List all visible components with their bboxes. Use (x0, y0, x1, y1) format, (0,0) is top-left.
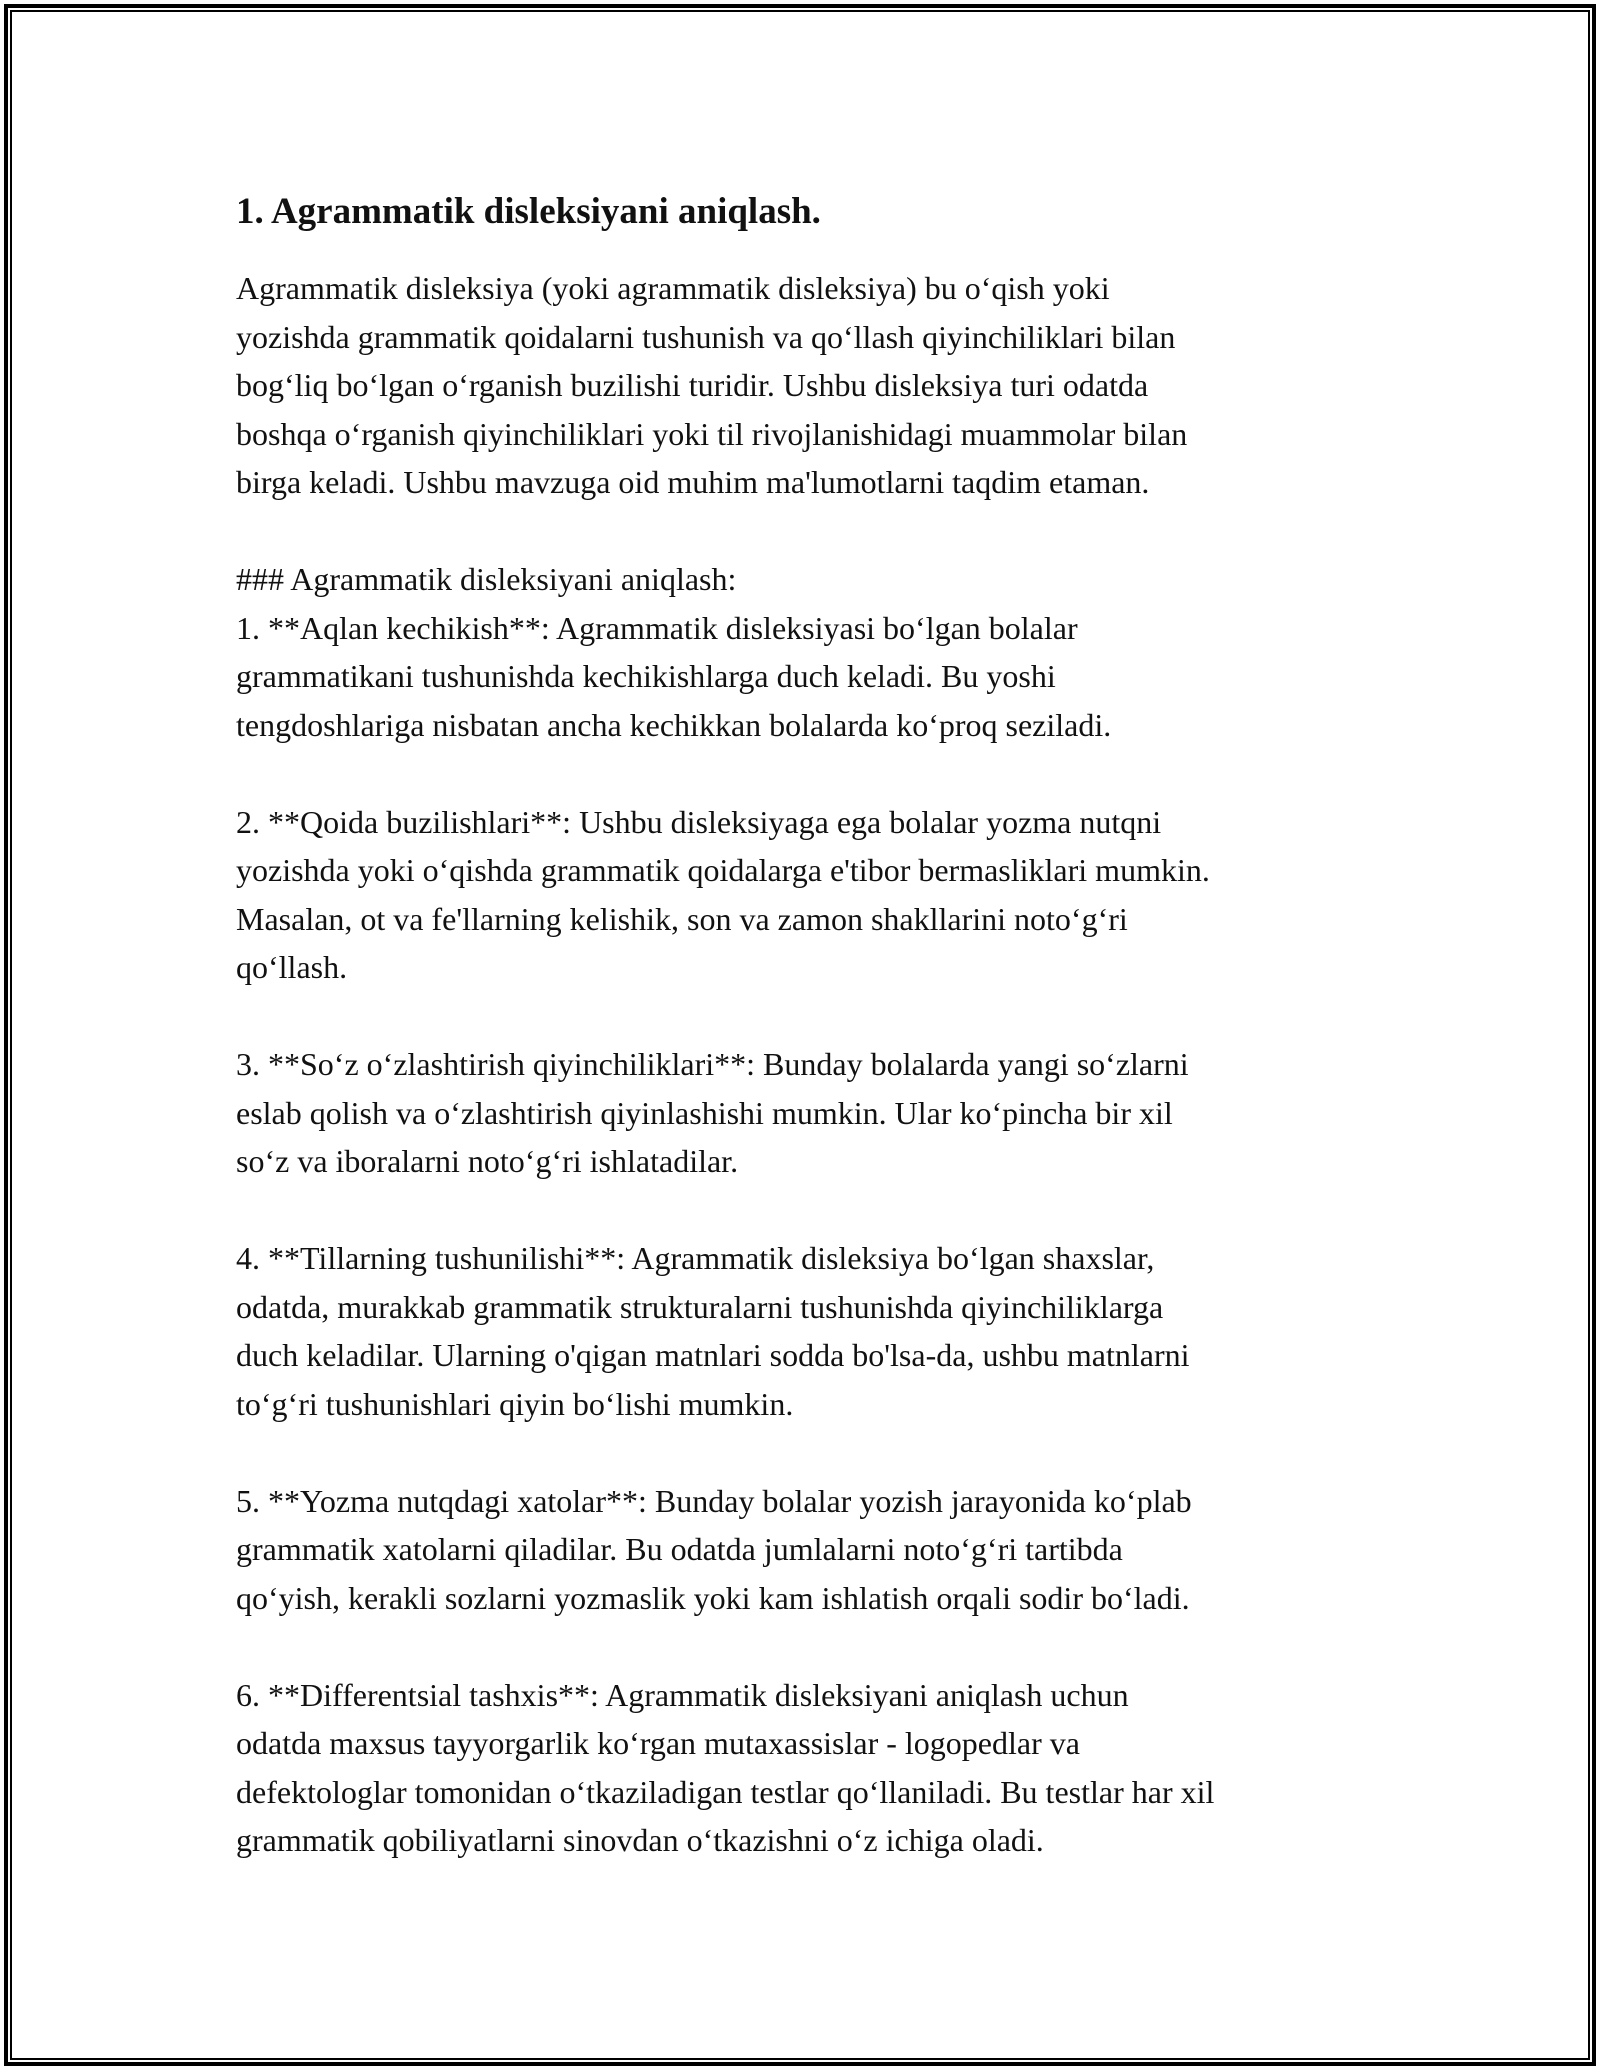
list-item-line: so‘z va iboralarni noto‘g‘ri ishlatadilar. (236, 1143, 739, 1179)
list-item-3 (236, 1040, 1386, 1186)
list-item-line: 6. **Differentsial tashxis**: Agrammatik disleksiyani aniqlash uchun (236, 1676, 1129, 1713)
list-item-line: duch keladilar. Ularning o'qigan matnlari sodda bo'lsa-da, ushbu matnlarni (236, 1337, 1190, 1373)
list-item-4 (236, 1234, 1386, 1428)
list-item-line: to‘g‘ri tushunishlari qiyin bo‘lishi mumkin. (236, 1385, 794, 1422)
list-item-line: grammatikani tushunishda kechikishlarga duch keladi. Bu yoshi (236, 658, 1056, 694)
intro-line: yozishda grammatik qoidalarni tushunish va qo‘llash qiyinchiliklari bilan (236, 318, 1176, 355)
list-item-line: 2. **Qoida buzilishlari**: Ushbu disleksiyaga ega bolalar yozma nutqni (236, 803, 1162, 840)
document-title: 1. Agrammatik disleksiyani aniqlash. (236, 191, 821, 232)
list-item-6 (236, 1671, 1386, 1865)
subheading: ### Agrammatik disleksiyani aniqlash: (236, 561, 737, 597)
list-item-line: odatda maxsus tayyorgarlik ko‘rgan mutaxassislar - logopedlar va (236, 1725, 1080, 1761)
paragraph-gap (236, 507, 1386, 556)
list-item-line: qo‘llash. (236, 949, 348, 985)
list-item-line: 4. **Tillarning tushunilishi**: Agrammatik disleksiya bo‘lgan shaxslar, (236, 1240, 1155, 1276)
list-item-1 (236, 604, 1386, 750)
subheading-block (236, 555, 1386, 749)
list-item-line: 1. **Aqlan kechikish**: Agrammatik disleksiyasi bo‘lgan bolalar (236, 609, 1078, 646)
list-item-line: tengdoshlariga nisbatan ancha kechikkan bolalarda ko‘proq seziladi. (236, 706, 1112, 743)
list-item-line: eslab qolish va o‘zlashtirish qiyinlashishi mumkin. Ular ko‘pincha bir xil (236, 1094, 1173, 1131)
list-item-5 (236, 1477, 1386, 1623)
list-item-line: qo‘yish, kerakli sozlarni yozmaslik yoki kam ishlatish orqali sodir bo‘ladi. (236, 1579, 1190, 1616)
intro-line: birga keladi. Ushbu mavzuga oid muhim ma'lumotlarni taqdim etaman. (236, 464, 1150, 500)
list-item-line: yozishda yoki o‘qishda grammatik qoidalarga e'tibor bermasliklari mumkin. (236, 852, 1210, 888)
document-body (236, 188, 1386, 1865)
paragraph-gap (236, 1186, 1386, 1235)
list-item-2 (236, 798, 1386, 992)
list-item-line: 5. **Yozma nutqdagi xatolar**: Bunday bolalar yozish jarayonida ko‘plab (236, 1482, 1192, 1519)
paragraph-gap (236, 749, 1386, 798)
list-item-line: 3. **So‘z o‘zlashtirish qiyinchiliklari**: Bunday bolalarda yangi so‘zlarni (236, 1046, 1189, 1082)
intro-line: bog‘liq bo‘lgan o‘rganish buzilishi turidir. Ushbu disleksiya turi odatda (236, 367, 1149, 403)
intro-paragraph (236, 264, 1386, 507)
paragraph-gap (236, 992, 1386, 1041)
paragraph-gap (236, 1622, 1386, 1671)
list-item-line: grammatik xatolarni qiladilar. Bu odatda jumlalarni noto‘g‘ri tartibda (236, 1531, 1123, 1567)
intro-line: Agrammatik disleksiya (yoki agrammatik disleksiya) bu o‘qish yoki (236, 270, 1110, 306)
list-item-line: Masalan, ot va fe'llarning kelishik, son va zamon shakllarini noto‘g‘ri (236, 900, 1128, 937)
list-item-line: odatda, murakkab grammatik strukturalarni tushunishda qiyinchiliklarga (236, 1288, 1164, 1325)
intro-line: boshqa o‘rganish qiyinchiliklari yoki til rivojlanishidagi muammolar bilan (236, 415, 1188, 452)
list-item-line: grammatik qobiliyatlarni sinovdan o‘tkazishni o‘z ichiga oladi. (236, 1822, 1044, 1858)
list-item-line: defektologlar tomonidan o‘tkaziladigan testlar qo‘llaniladi. Bu testlar har xil (236, 1773, 1215, 1810)
paragraph-gap (236, 1428, 1386, 1477)
